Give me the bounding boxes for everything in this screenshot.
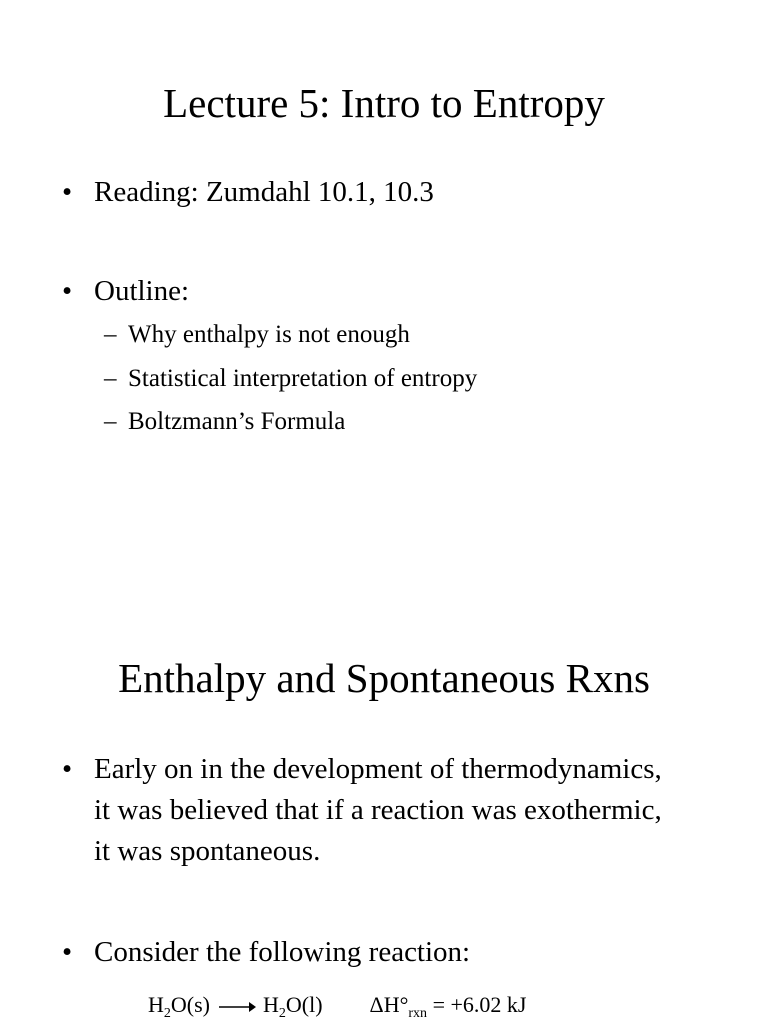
enthalpy-change: $\Delta H^\circ_{rxn} = +6.02$ kJ: [369, 992, 527, 1021]
bullet-consider: [62, 932, 470, 973]
bullet-dot: •: [62, 176, 73, 208]
outline-item: [104, 320, 410, 350]
outline-item-text: Why enthalpy is not enough: [128, 321, 410, 348]
bullet-text: Reading: Zumdahl 10.1, 10.3: [94, 176, 434, 208]
reactant: $H_2O(s)$: [148, 992, 210, 1021]
slide-title: Lecture 5: Intro to Entropy: [163, 80, 605, 126]
dash-marker: –: [104, 321, 117, 348]
dash-marker: –: [104, 365, 117, 392]
reaction-equation: [148, 990, 526, 1029]
bullet-text: Consider the following reaction:: [94, 936, 471, 968]
slide-2: [0, 512, 768, 1024]
bullet-text: Outline:: [94, 275, 190, 307]
outline-item-text: Statistical interpretation of entropy: [128, 365, 478, 392]
slide-title: Enthalpy and Spontaneous Rxns: [118, 655, 650, 701]
bullet-dot: •: [62, 275, 73, 307]
bullet-outline: [62, 271, 189, 312]
outline-item: [104, 364, 477, 394]
slide-1: [0, 0, 768, 512]
product: $H_2O(l)$: [263, 992, 323, 1021]
reaction-arrow-icon: [218, 1000, 256, 1014]
bullet-dot: •: [62, 753, 73, 785]
outline-item: [104, 407, 345, 437]
outline-item-text: Boltzmann’s Formula: [128, 408, 346, 435]
bullet-reading: [62, 172, 434, 213]
bullet-dot: •: [62, 936, 73, 968]
dash-marker: –: [104, 408, 117, 435]
bullet-text: Early on in the development of thermodynamics, it was believed that if a reaction was exothermic, it was spontaneous.: [94, 753, 662, 867]
bullet-early-on: [62, 749, 662, 872]
